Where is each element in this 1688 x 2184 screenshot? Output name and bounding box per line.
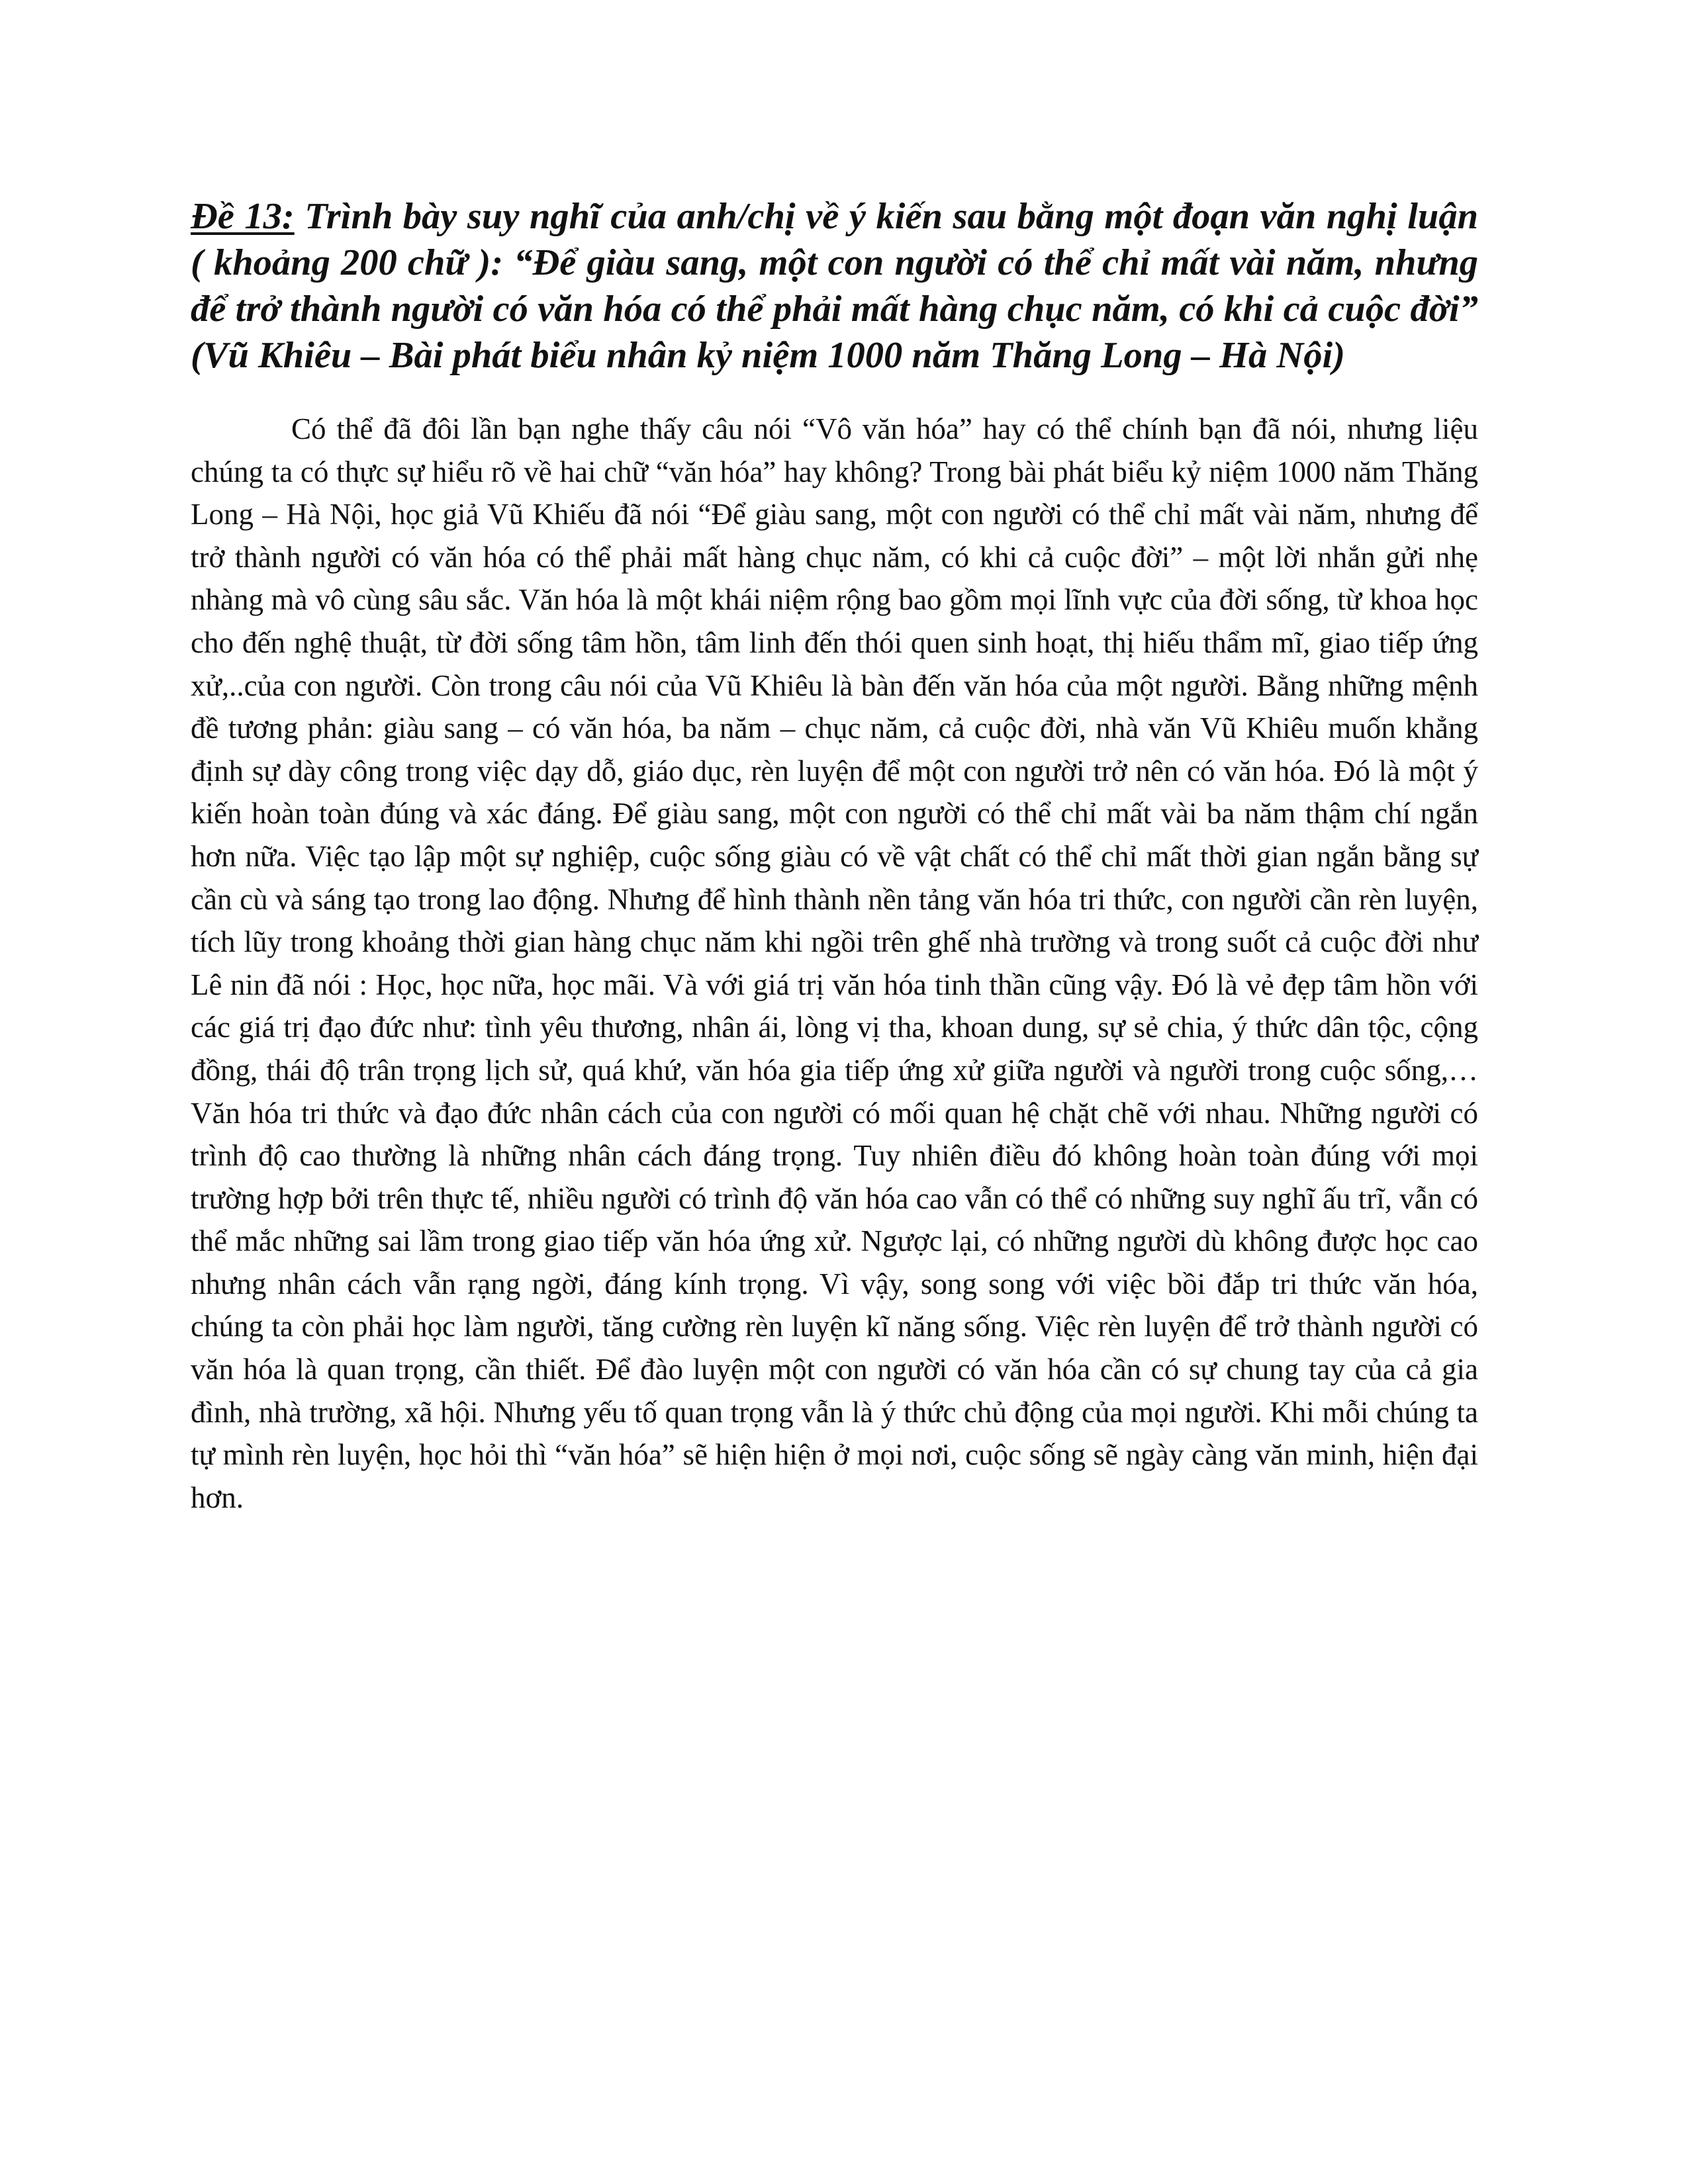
question-heading (191, 193, 1478, 379)
question-label: Đề 13: (191, 196, 295, 237)
question-prompt: Trình bày suy nghĩ của anh/chị về ý kiến sau bằng một đoạn văn nghị luận ( khoảng 200 chữ ): “Để giàu sang, một con người có thể chỉ mất vài năm, nhưng để trở thành người có văn hóa có thể phải mất hàng chục năm, có khi cả cuộc đời” (Vũ Khiêu – Bài phát biểu nhân kỷ niệm 1000 năm Thăng Long – Hà Nội) (191, 196, 1478, 376)
essay-paragraph: Có thể đã đôi lần bạn nghe thấy câu nói “Vô văn hóa” hay có thể chính bạn đã nói, nhưng liệu chúng ta có thực sự hiểu rõ về hai chữ “văn hóa” hay không? Trong bài phát biểu kỷ niệm 1000 năm Thăng Long – Hà Nội, học giả Vũ Khiếu đã nói “Để giàu sang, một con người có thể chỉ mất vài năm, nhưng để trở thành người có văn hóa có thể phải mất hàng chục năm, có khi cả cuộc đời” – một lời nhắn gửi nhẹ nhàng mà vô cùng sâu sắc. Văn hóa là một khái niệm rộng bao gồm mọi lĩnh vực của đời sống, từ khoa học cho đến nghệ thuật, từ đời sống tâm hồn, tâm linh đến thói quen sinh hoạt, thị hiếu thẩm mĩ, giao tiếp ứng xử,..của con người. Còn trong câu nói của Vũ Khiêu là bàn đến văn hóa của một người. Bằng những mệnh đề tương phản: giàu sang – có văn hóa, ba năm – chục năm, cả cuộc đời, nhà văn Vũ Khiêu muốn khẳng định sự dày công trong việc dạy dỗ, giáo dục, rèn luyện để một con người trở nên có văn hóa. Đó là một ý kiến hoàn toàn đúng và xác đáng. Để giàu sang, một con người có thể chỉ mất vài ba năm thậm chí ngắn hơn nữa. Việc tạo lập một sự nghiệp, cuộc sống giàu có về vật chất có thể chỉ mất thời gian ngắn bằng sự cần cù và sáng tạo trong lao động. Nhưng để hình thành nền tảng văn hóa tri thức, con người cần rèn luyện, tích lũy trong khoảng thời gian hàng chục năm khi ngồi trên ghế nhà trường và trong suốt cả cuộc đời như Lê nin đã nói : Học, học nữa, học mãi. Và với giá trị văn hóa tinh thần cũng vậy. Đó là vẻ đẹp tâm hồn với các giá trị đạo đức như: tình yêu thương, nhân ái, lòng vị tha, khoan dung, sự sẻ chia, ý thức dân tộc, cộng đồng, thái độ trân trọng lịch sử, quá khứ, văn hóa gia tiếp ứng xử giữa người và người trong cuộc sống,…Văn hóa tri thức và đạo đức nhân cách của con người có mối quan hệ chặt chẽ với nhau. Những người có trình độ cao thường là những nhân cách đáng trọng. Tuy nhiên điều đó không hoàn toàn đúng với mọi trường hợp bởi trên thực tế, nhiều người có trình độ văn hóa cao vẫn có thể có những suy nghĩ ấu trĩ, vẫn có thể mắc những sai lầm trong giao tiếp văn hóa ứng xử. Ngược lại, có những người dù không được học cao nhưng nhân cách vẫn rạng ngời, đáng kính trọng. Vì vậy, song song với việc bồi đắp tri thức văn hóa, chúng ta còn phải học làm người, tăng cường rèn luyện kĩ năng sống. Việc rèn luyện để trở thành người có văn hóa là quan trọng, cần thiết. Để đào luyện một con người có văn hóa cần có sự chung tay của cả gia đình, nhà trường, xã hội. Nhưng yếu tố quan trọng vẫn là ý thức chủ động của mọi người. Khi mỗi chúng ta tự mình rèn luyện, học hỏi thì “văn hóa” sẽ hiện hiện ở mọi nơi, cuộc sống sẽ ngày càng văn minh, hiện đại hơn. (191, 412, 1478, 1514)
document-page (191, 193, 1478, 1519)
